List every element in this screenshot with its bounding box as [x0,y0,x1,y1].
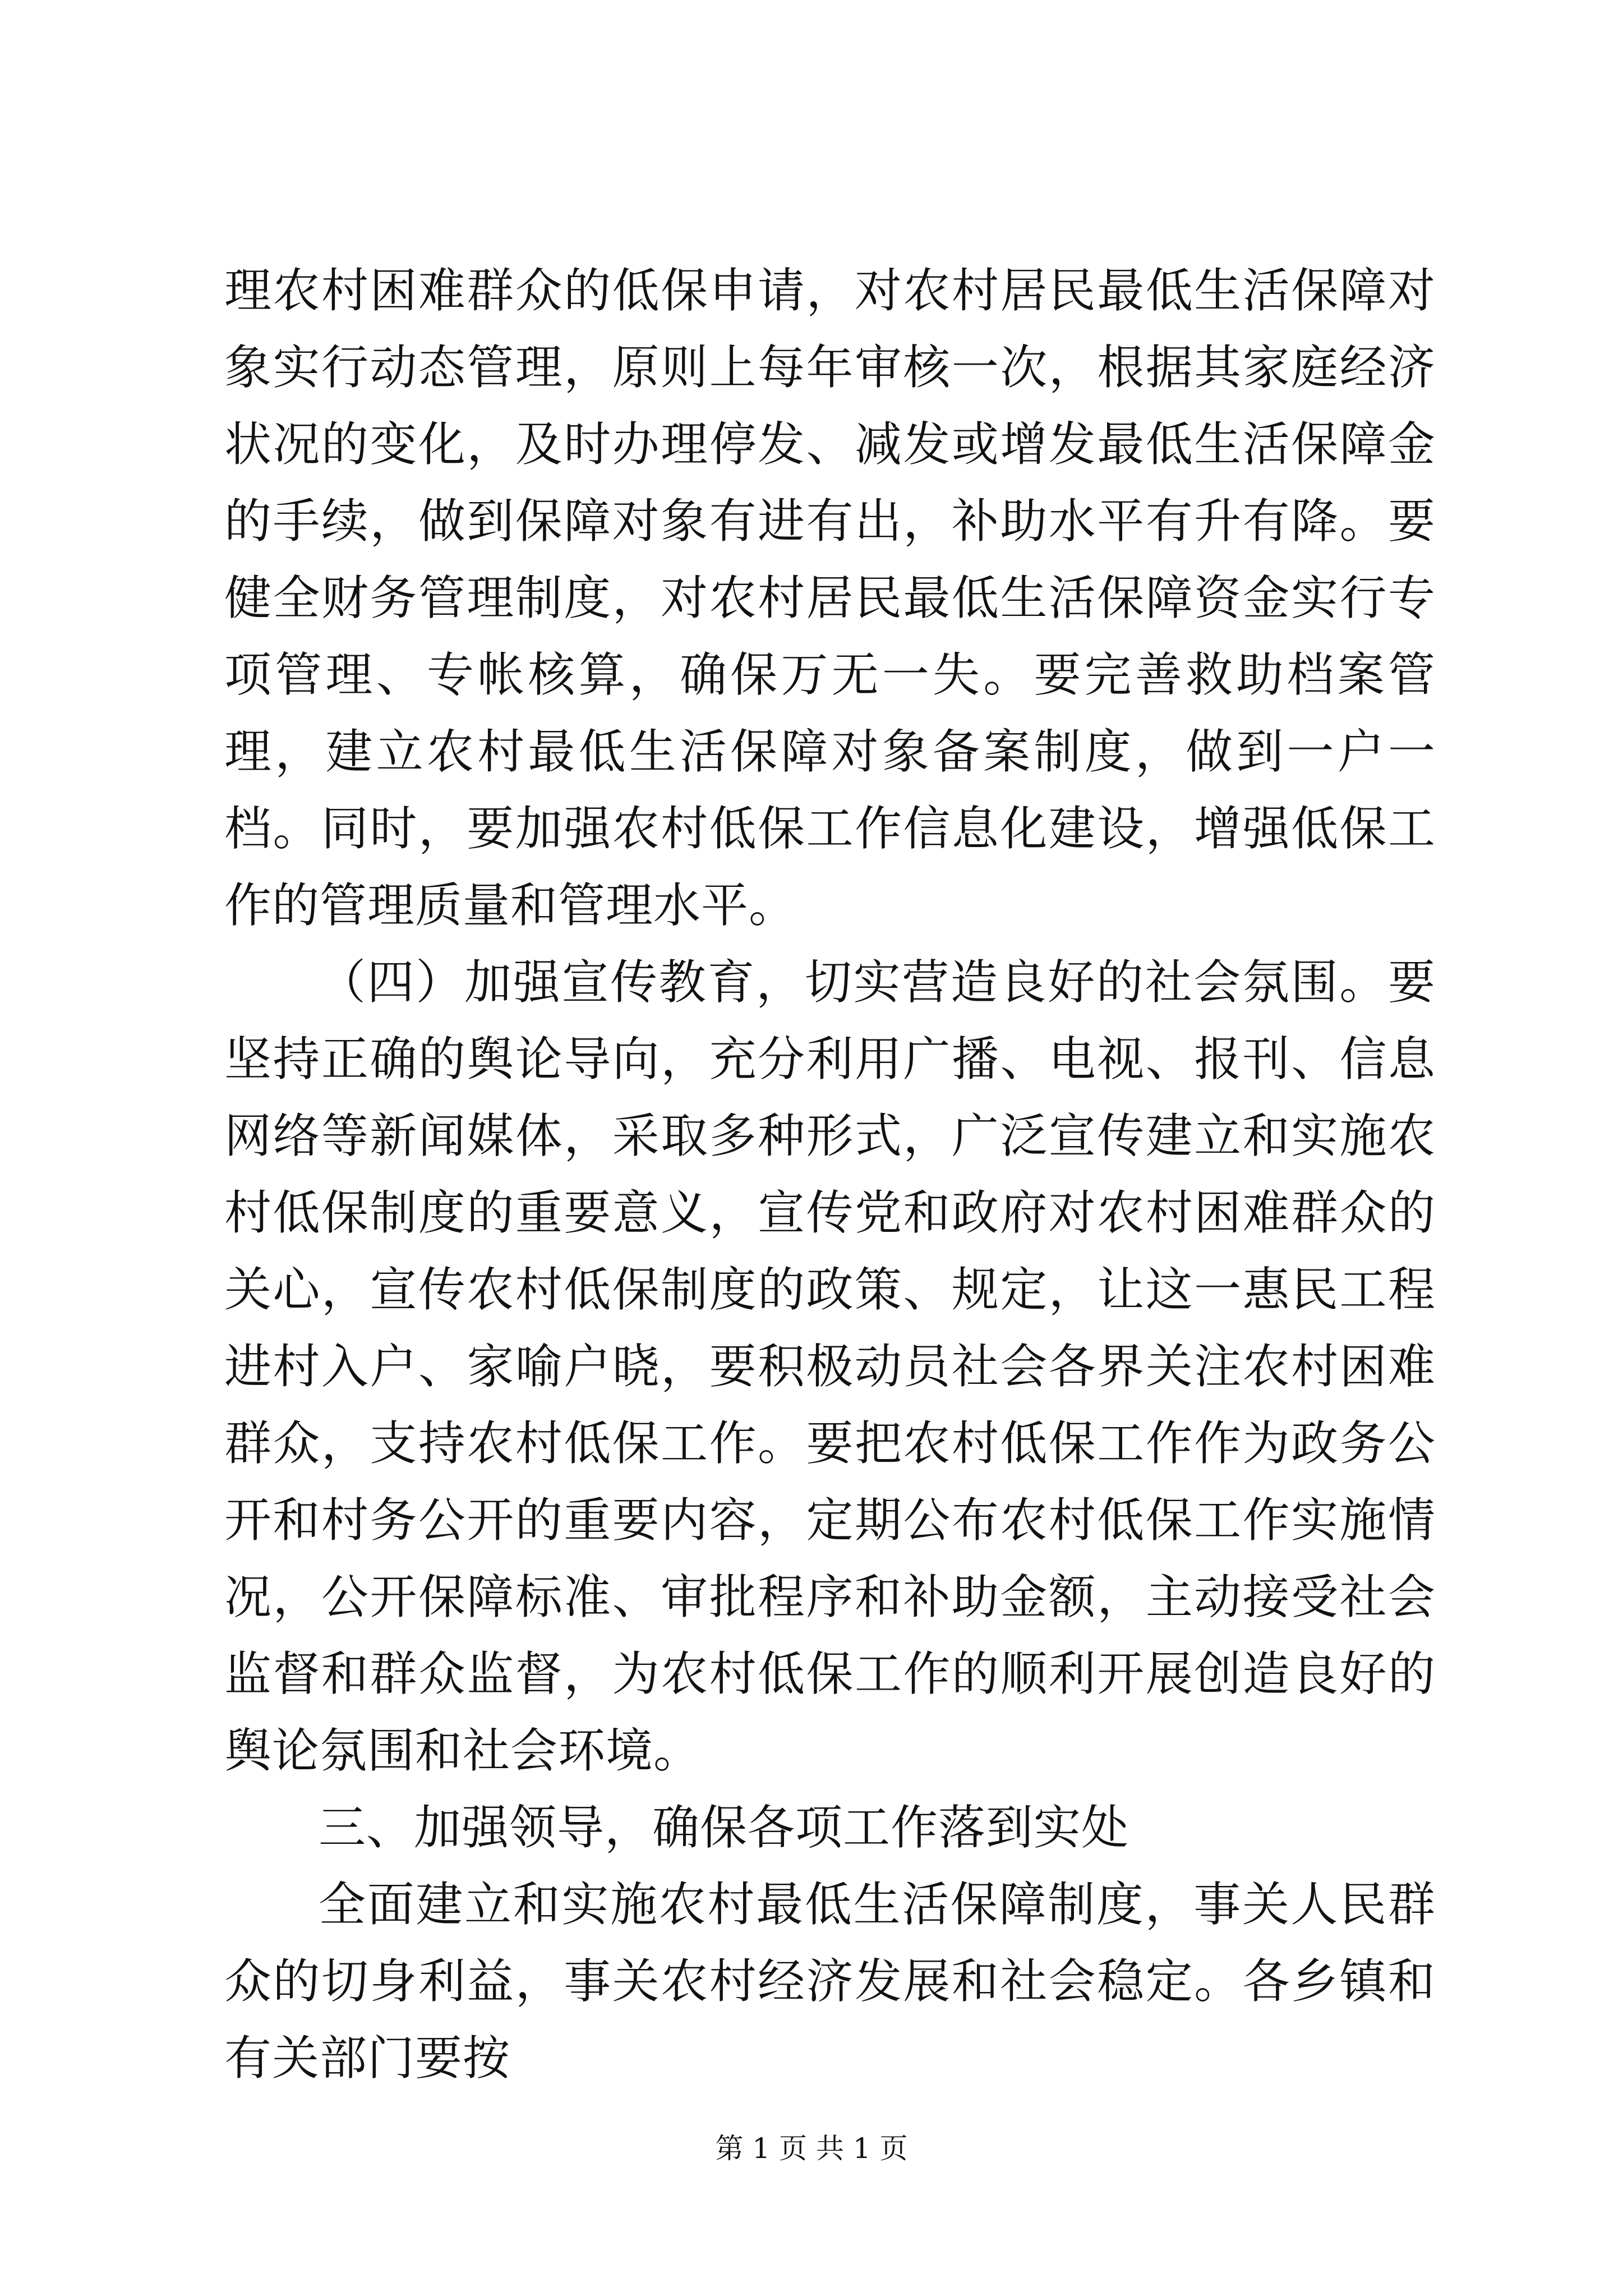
document-body [224,252,1436,2097]
page-footer [0,2132,1623,2165]
paragraph-3: 全面建立和实施农村最低生活保障制度，事关人民群众的切身利益，事关农村经济发展和社会稳定。各乡镇和有关部门要按 [224,1877,1436,2086]
paragraph-2: （四）加强宣传教育，切实营造良好的社会氛围。要坚持正确的舆论导向，充分利用广播、电视、报刊、信息网络等新闻媒体，采取多种形式，广泛宣传建立和实施农村低保制度的重要意义，宣传党和政府对农村困难群众的关心，宣传农村低保制度的政策、规定，让这一惠民工程进村入户、家喻户晓，要积极动员社会各界关注农村困难群众，支持农村低保工作。要把农村低保工作作为政务公开和村务公开的重要内容，定期公布农村低保工作实施情况，公开保障标准、审批程序和补助金额，主动接受社会监督和群众监督，为农村低保工作的顺利开展创造良好的舆论氛围和社会环境。 [224,955,1436,1778]
section-heading: 三、加强领导，确保各项工作落到实处 [319,1800,1129,1855]
paragraph-1: 理农村困难群众的低保申请，对农村居民最低生活保障对象实行动态管理，原则上每年审核一次，根据其家庭经济状况的变化，及时办理停发、减发或增发最低生活保障金的手续，做到保障对象有进有出，补助水平有升有降。要健全财务管理制度，对农村居民最低生活保障资金实行专项管理、专帐核算，确保万无一失。要完善救助档案管理，建立农村最低生活保障对象备案制度，做到一户一档。同时，要加强农村低保工作信息化建设，增强低保工作的管理质量和管理水平。 [224,263,1436,933]
page-number-label: 第 1 页 共 1 页 [715,2132,908,2165]
